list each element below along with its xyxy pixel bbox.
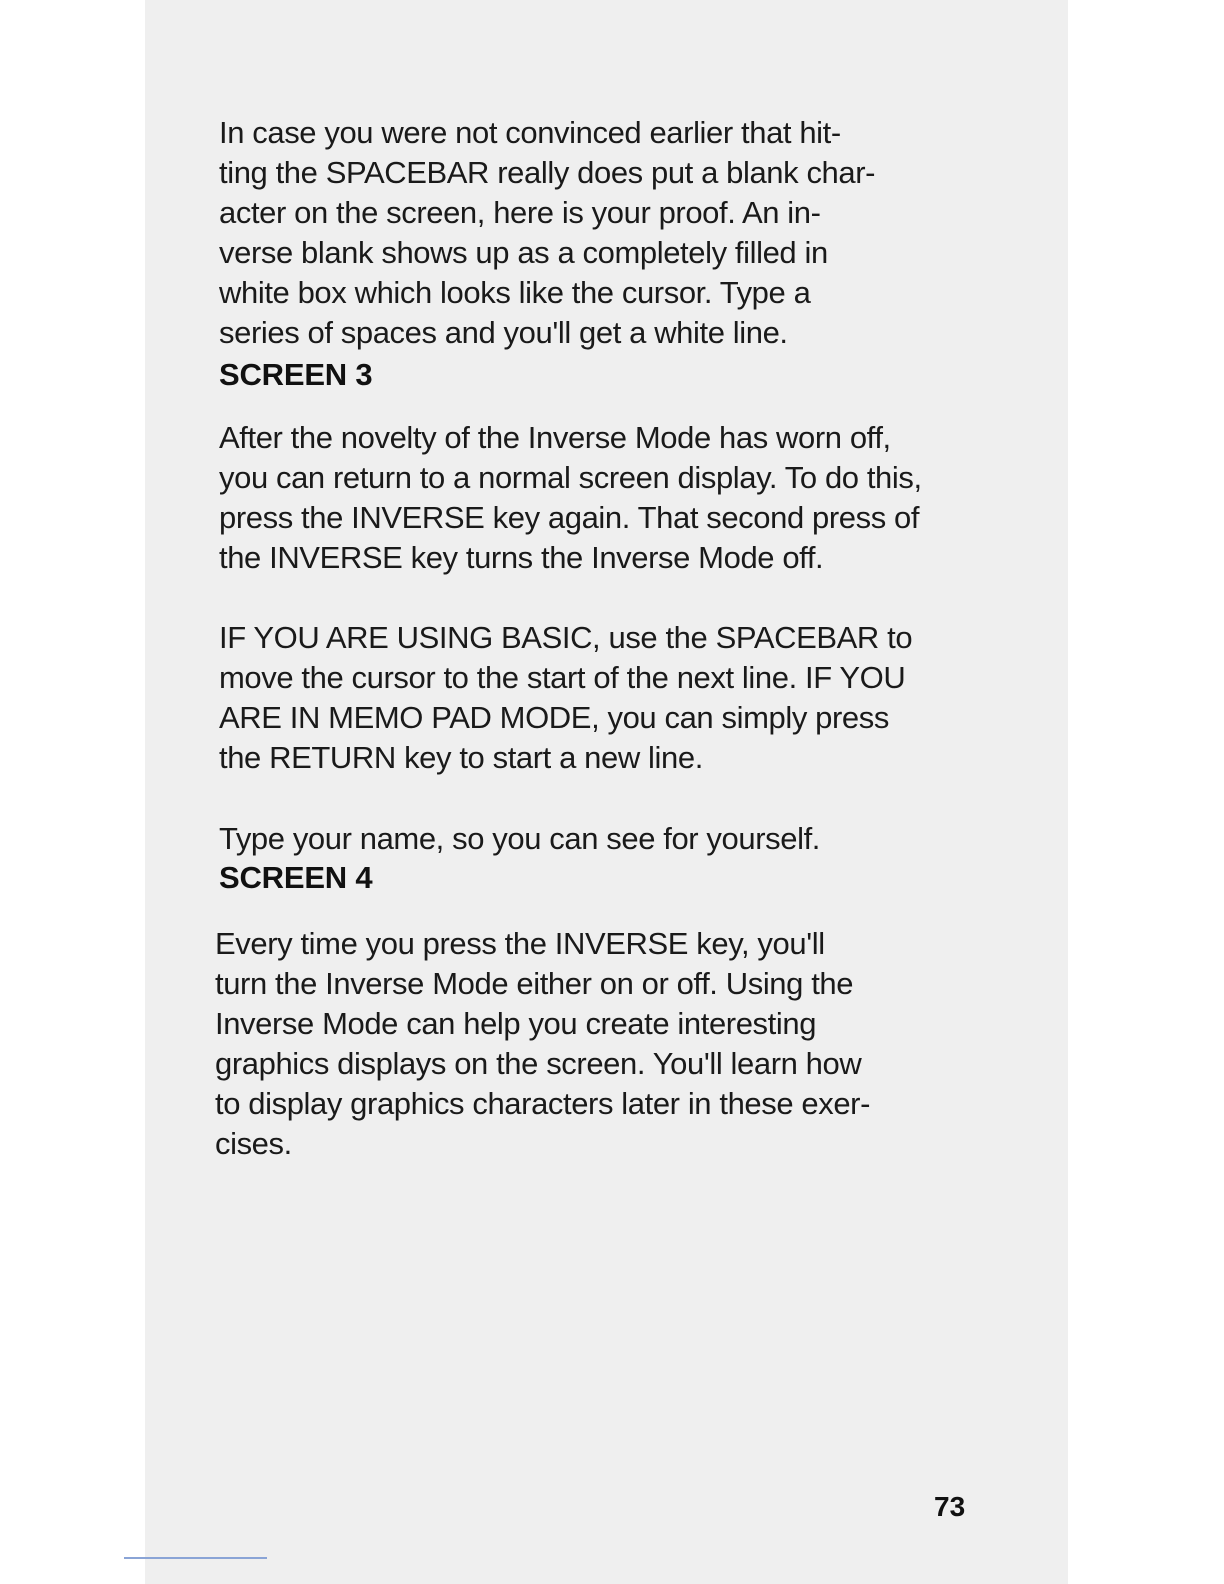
text-line: you can return to a normal screen display. To do this, <box>219 460 922 495</box>
text-line: Inverse Mode can help you create interesting <box>215 1006 817 1041</box>
paragraph-basic-memo <box>219 618 912 778</box>
text-line: acter on the screen, here is your proof. An in- <box>219 195 821 230</box>
text-line: series of spaces and you'll get a white line. <box>219 315 788 350</box>
text-line: the INVERSE key turns the Inverse Mode off. <box>219 540 824 575</box>
text-line: turn the Inverse Mode either on or off. Using the <box>215 966 854 1001</box>
text-line: move the cursor to the start of the next line. IF YOU <box>219 660 906 695</box>
paragraph-spacebar-proof <box>219 113 875 353</box>
paragraph-type-name <box>219 819 820 859</box>
text-line: After the novelty of the Inverse Mode has worn off, <box>219 420 891 455</box>
text-line: In case you were not convinced earlier that hit- <box>219 115 841 150</box>
text-line: press the INVERSE key again. That second press of <box>219 500 920 535</box>
heading-screen-3: SCREEN 3 <box>219 357 373 392</box>
text-line: verse blank shows up as a completely filled in <box>219 235 828 270</box>
paragraph-inverse-toggle <box>215 924 870 1164</box>
text-line: ting the SPACEBAR really does put a blank char- <box>219 155 876 190</box>
heading-screen-4: SCREEN 4 <box>219 860 373 895</box>
paragraph-return-normal <box>219 418 922 578</box>
text-line: to display graphics characters later in these exer- <box>215 1086 871 1121</box>
text-line: cises. <box>215 1126 292 1161</box>
text-line: ARE IN MEMO PAD MODE, you can simply press <box>219 700 889 735</box>
text-line: Every time you press the INVERSE key, you'll <box>215 926 825 961</box>
bottom-divider <box>124 1557 267 1559</box>
text-line: graphics displays on the screen. You'll learn how <box>215 1046 862 1081</box>
text-line: the RETURN key to start a new line. <box>219 740 703 775</box>
text-line: IF YOU ARE USING BASIC, use the SPACEBAR to <box>219 620 913 655</box>
text-line: white box which looks like the cursor. Type a <box>219 275 811 310</box>
page-number: 73 <box>934 1491 966 1522</box>
text-line: Type your name, so you can see for yourself. <box>219 821 820 856</box>
